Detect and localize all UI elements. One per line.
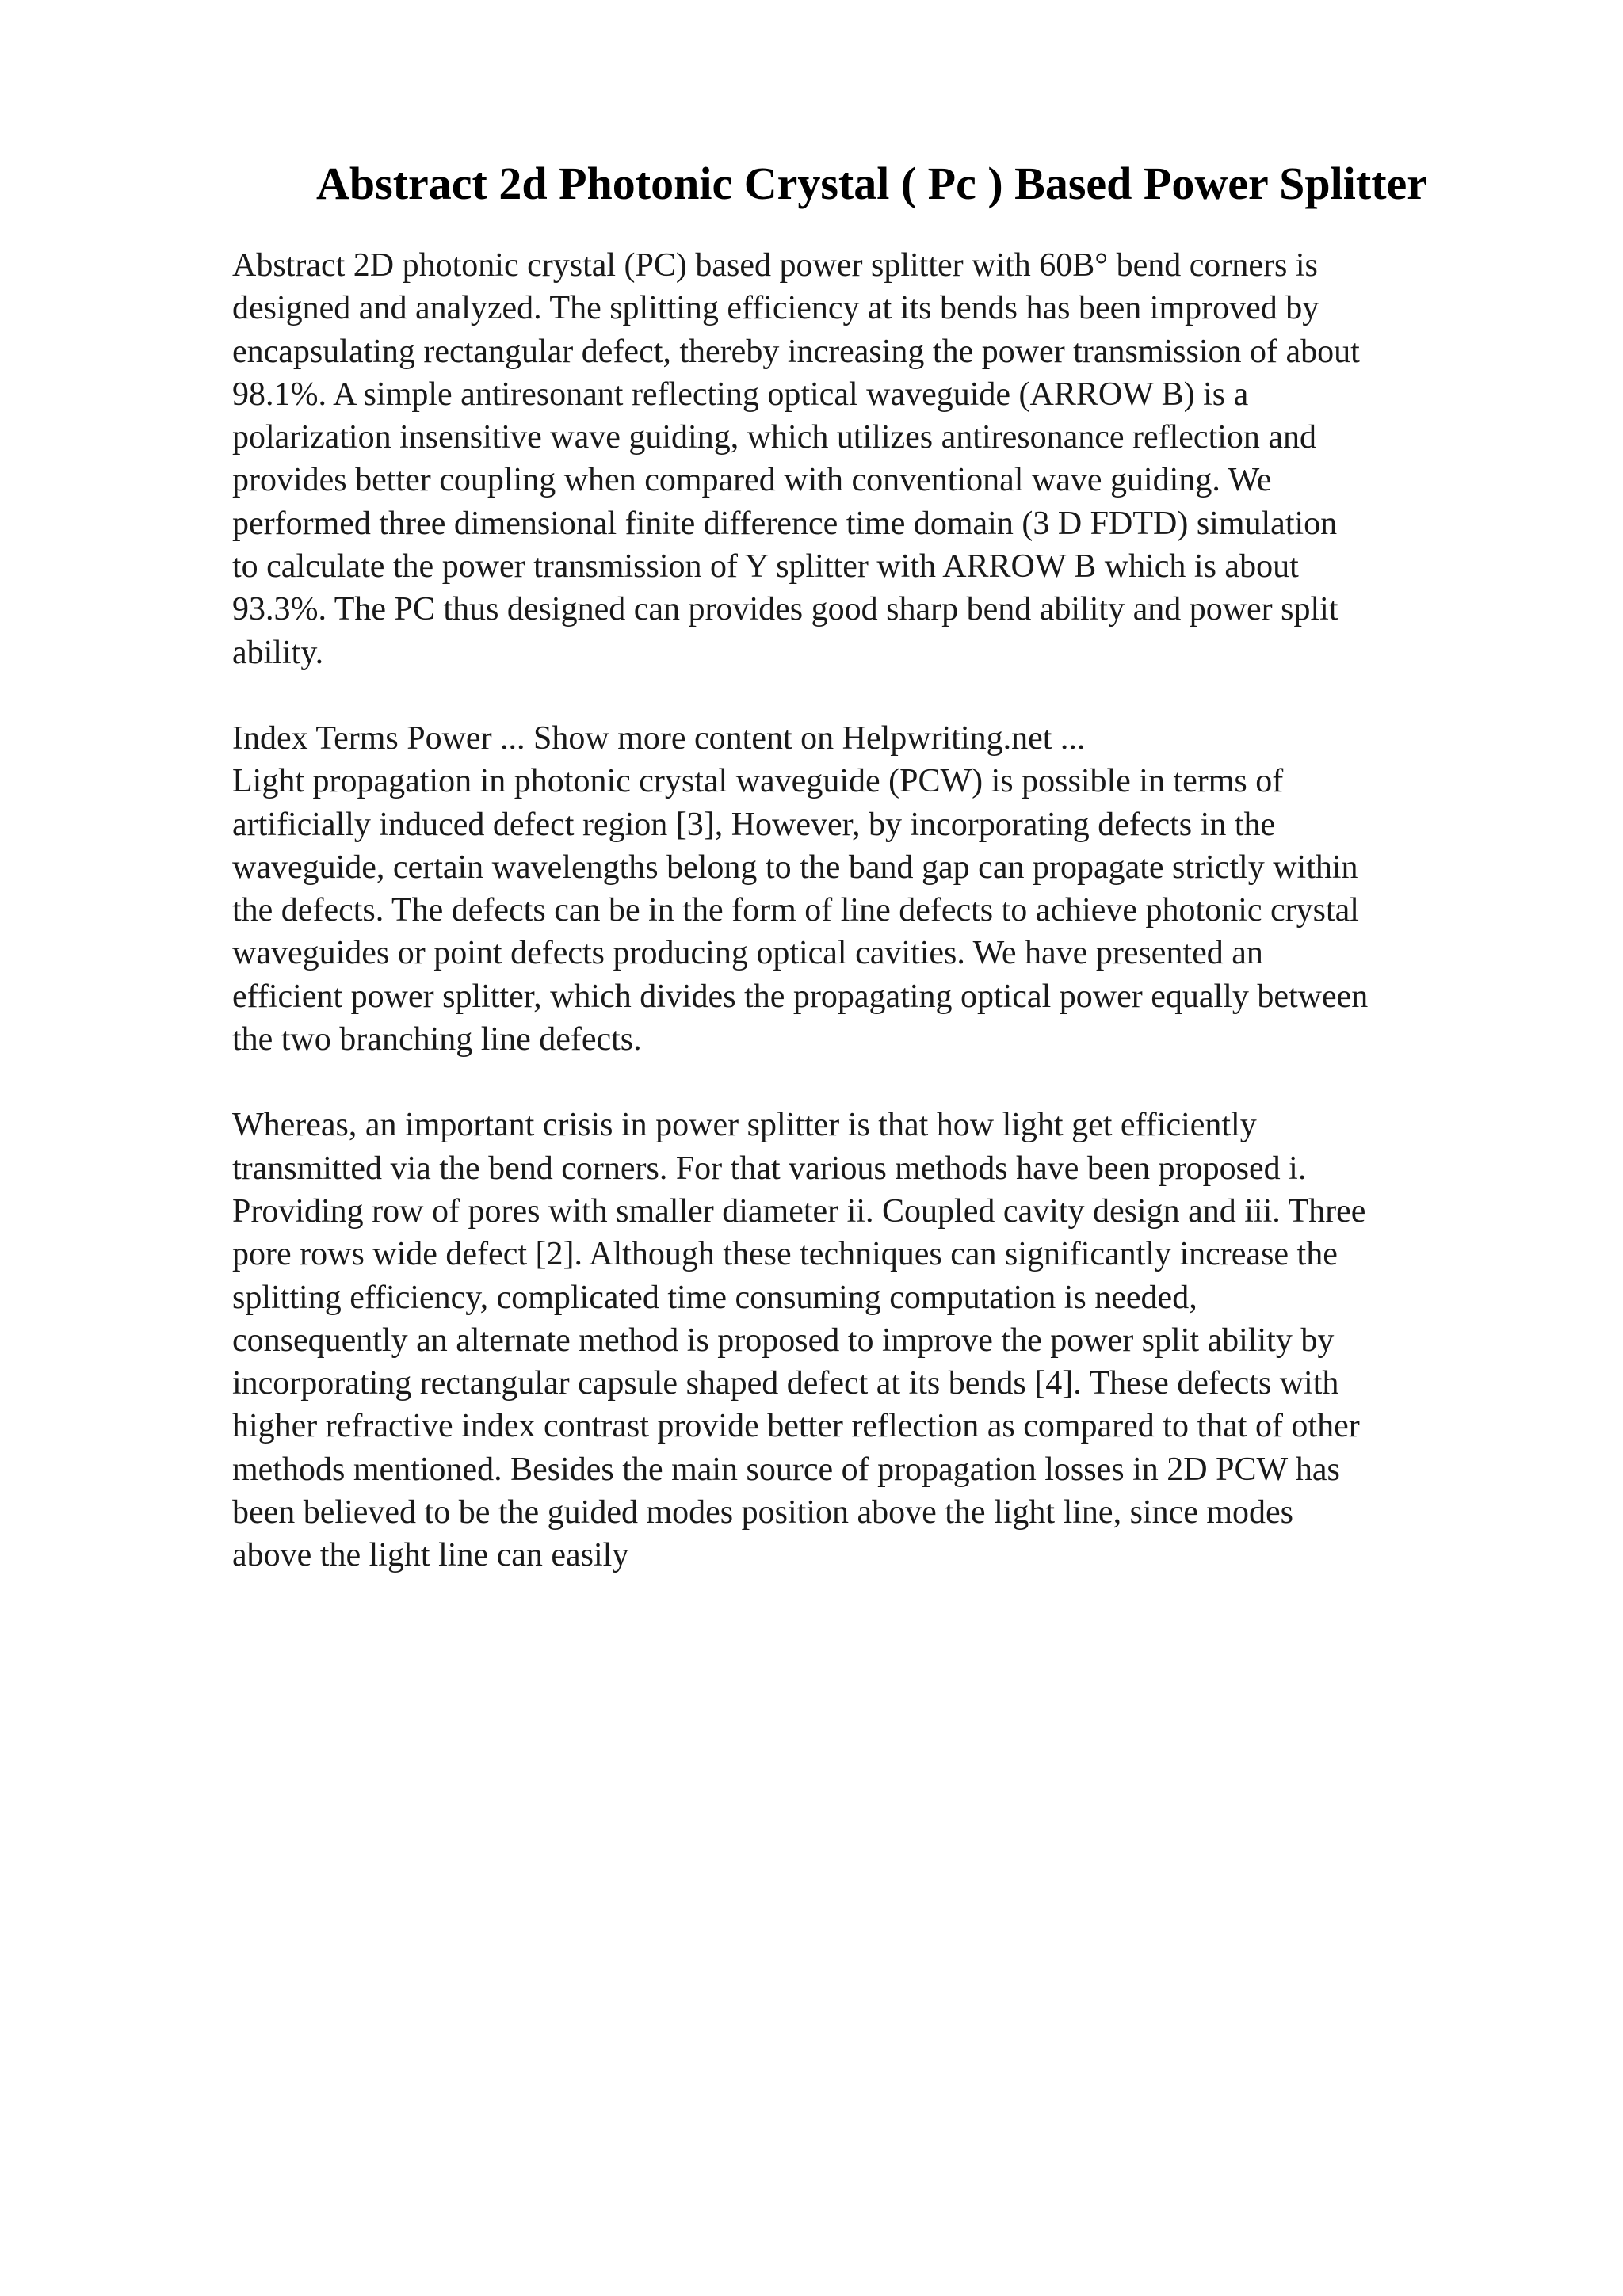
text-line: polarization insensitive wave guiding, which utilizes antiresonance reflection and xyxy=(232,419,1317,456)
text-line: artificially induced defect region [3], However, by incorporating defects in the xyxy=(232,806,1276,843)
text-line: the two branching line defects. xyxy=(232,1021,642,1058)
text-line: been believed to be the guided modes position above the light line, since modes xyxy=(232,1494,1294,1531)
text-line: Whereas, an important crisis in power splitter is that how light get efficiently xyxy=(232,1107,1257,1144)
paragraph-bend-corners xyxy=(232,1104,1516,1577)
paragraph-index-terms xyxy=(232,717,1516,1061)
text-line: 93.3%. The PC thus designed can provides good sharp bend ability and power split xyxy=(232,591,1338,628)
text-line: designed and analyzed. The splitting efficiency at its bends has been improved by xyxy=(232,290,1319,327)
text-line: encapsulating rectangular defect, thereby increasing the power transmission of about xyxy=(232,333,1360,370)
text-line: efficient power splitter, which divides the propagating optical power equally between xyxy=(232,978,1369,1015)
text-line: Light propagation in photonic crystal waveguide (PCW) is possible in terms of xyxy=(232,763,1284,800)
document-title: Abstract 2d Photonic Crystal ( Pc ) Based Power Splitter xyxy=(316,158,1427,209)
text-line: consequently an alternate method is proposed to improve the power split ability by xyxy=(232,1322,1335,1359)
document-body xyxy=(232,244,1516,1577)
text-line: waveguides or point defects producing optical cavities. We have presented an xyxy=(232,935,1263,972)
text-line: to calculate the power transmission of Y splitter with ARROW B which is about xyxy=(232,548,1299,585)
text-line: Index Terms Power ... Show more content on Helpwriting.net ... xyxy=(232,719,1086,757)
text-line: incorporating rectangular capsule shaped defect at its bends [4]. These defects with xyxy=(232,1365,1339,1402)
text-line: Providing row of pores with smaller diameter ii. Coupled cavity design and iii. Three xyxy=(232,1192,1366,1230)
text-line: provides better coupling when compared with conventional wave guiding. We xyxy=(232,462,1272,499)
paragraph-abstract xyxy=(232,244,1516,674)
text-line: higher refractive index contrast provide better reflection as compared to that of other xyxy=(232,1408,1360,1445)
text-line: transmitted via the bend corners. For that various methods have been proposed i. xyxy=(232,1150,1307,1187)
text-line: performed three dimensional finite difference time domain (3 D FDTD) simulation xyxy=(232,505,1338,542)
text-line: methods mentioned. Besides the main source of propagation losses in 2D PCW has xyxy=(232,1451,1340,1488)
text-line: above the light line can easily xyxy=(232,1537,629,1574)
text-line: ability. xyxy=(232,634,324,671)
text-line: splitting efficiency, complicated time consuming computation is needed, xyxy=(232,1279,1197,1316)
text-line: pore rows wide defect [2]. Although these techniques can significantly increase the xyxy=(232,1236,1338,1273)
text-line: waveguide, certain wavelengths belong to the band gap can propagate strictly within xyxy=(232,849,1358,886)
text-line: Abstract 2D photonic crystal (PC) based power splitter with 60B° bend corners is xyxy=(232,247,1318,284)
text-line: the defects. The defects can be in the form of line defects to achieve photonic crystal xyxy=(232,892,1359,929)
text-line: 98.1%. A simple antiresonant reflecting optical waveguide (ARROW B) is a xyxy=(232,376,1249,413)
